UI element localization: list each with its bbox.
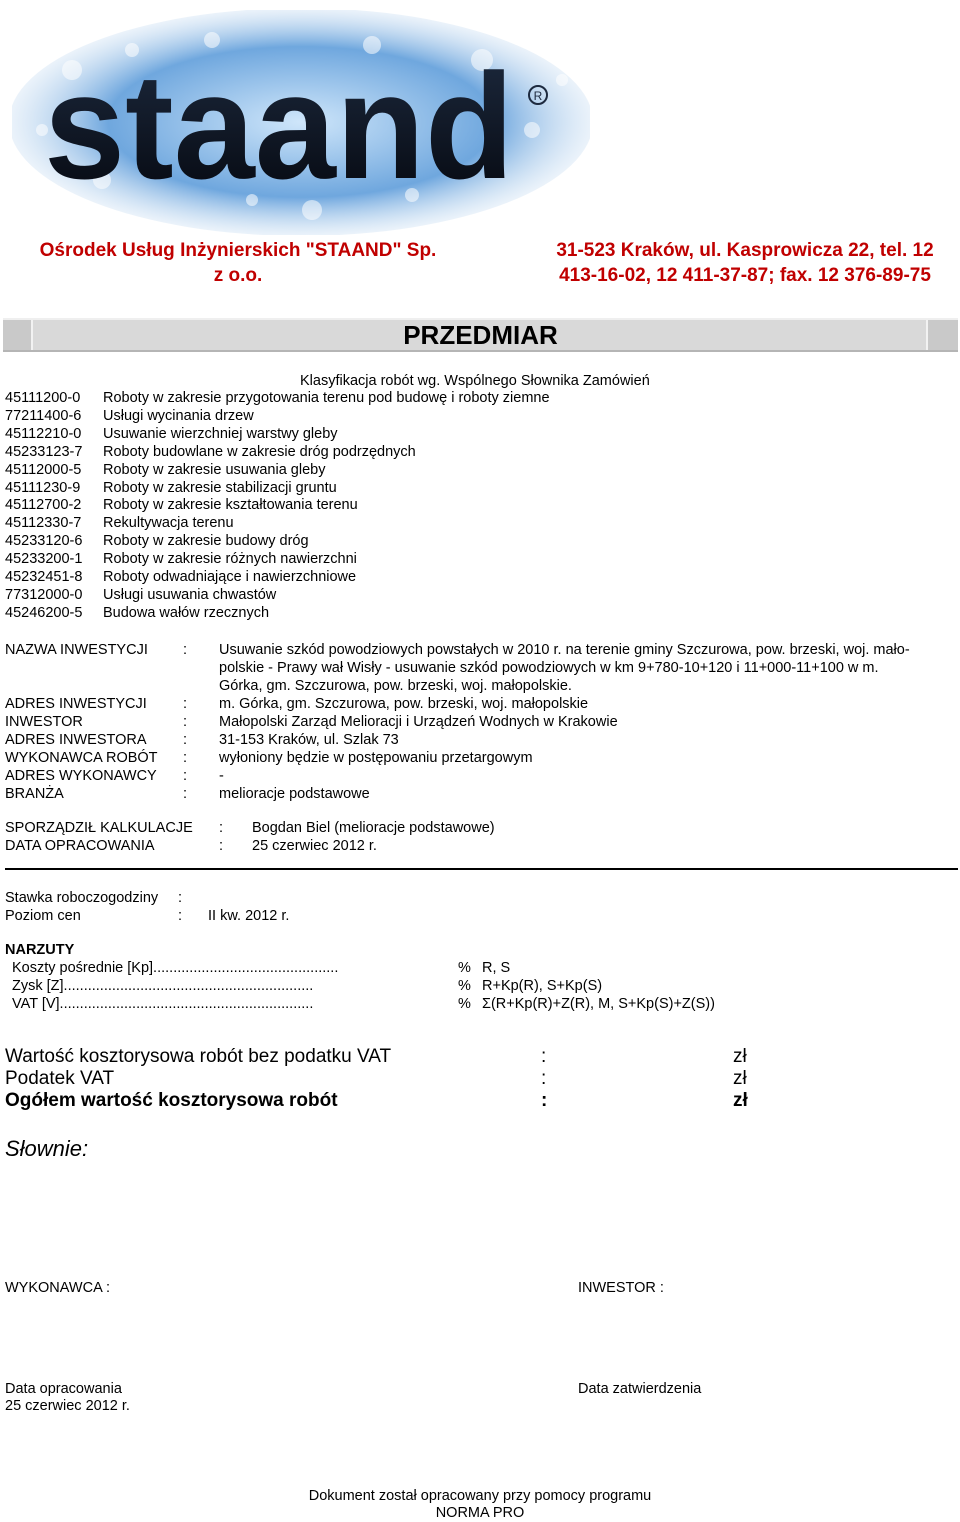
cpv-code: 45233200-1	[5, 551, 83, 568]
investor-signature-label: INWESTOR :	[578, 1280, 664, 1296]
vat-value-label: Podatek VAT	[5, 1068, 115, 1089]
investment-name-value	[219, 642, 949, 696]
calc-author-row	[5, 820, 495, 836]
colon: :	[178, 908, 183, 924]
cpv-code: 45233123-7	[5, 443, 83, 460]
footer-line1: Dokument został opracowany przy pomocy programu	[308, 1488, 652, 1504]
page-title: PRZEDMIAR	[403, 320, 558, 350]
cpv-code: 45112210-0	[5, 425, 82, 442]
registered-mark: R	[533, 89, 543, 103]
net-value-label: Wartość kosztorysowa robót bez podatku VAT	[5, 1046, 392, 1067]
calc-date-row	[5, 838, 377, 854]
divider	[5, 868, 958, 870]
contractor-label: WYKONAWCA ROBÓT	[5, 750, 158, 766]
list-item	[5, 605, 550, 623]
branch-value: melioracje podstawowe	[219, 786, 370, 802]
title-bar	[3, 318, 958, 352]
surcharge-label: VAT [V]...............................................................	[12, 996, 314, 1012]
calc-author-value: Bogdan Biel (melioracje podstawowe)	[252, 820, 495, 836]
contractor-row	[5, 750, 949, 768]
approval-date-label: Data zatwierdzenia	[578, 1381, 702, 1397]
list-item	[5, 444, 550, 462]
percent-sign: %	[458, 978, 471, 994]
investment-name-row	[5, 642, 949, 696]
prep-date-value: 25 czerwiec 2012 r.	[5, 1398, 130, 1414]
footer	[0, 1488, 960, 1522]
cpv-description: Usługi usuwania chwastów	[103, 586, 277, 603]
colon: :	[183, 642, 188, 658]
investment-name-line3: Górka, gm. Szczurowa, pow. brzeski, woj. małopolskie.	[219, 677, 572, 694]
cpv-code: 45246200-5	[5, 604, 83, 621]
investor-value: Małopolski Zarząd Melioracji i Urządzeń Wodnych w Krakowie	[219, 714, 618, 730]
colon: :	[178, 890, 183, 906]
surcharge-row	[12, 996, 715, 1012]
currency-label: zł	[733, 1090, 748, 1111]
investor-address-value: 31-153 Kraków, ul. Szlak 73	[219, 732, 399, 748]
investment-address-label: ADRES INWESTYCJI	[5, 696, 147, 712]
cpv-code: 45112700-2	[5, 497, 82, 514]
colon: :	[183, 696, 188, 712]
cpv-code: 45111200-0	[5, 390, 81, 406]
calc-date-label: DATA OPRACOWANIA	[5, 838, 155, 854]
company-address-line1: 31-523 Kraków, ul. Kasprowicza 22, tel. 12	[556, 240, 934, 261]
surcharge-formula: Σ(R+Kp(R)+Z(R), M, S+Kp(S)+Z(S))	[482, 996, 715, 1012]
surcharge-row	[12, 978, 602, 994]
footer-line2: NORMA PRO	[435, 1505, 525, 1521]
colon: :	[183, 786, 188, 802]
list-item	[5, 462, 550, 480]
net-value-row	[5, 1046, 747, 1068]
cpv-description: Rekultywacja terenu	[103, 515, 234, 532]
cpv-list	[5, 390, 550, 623]
surcharge-formula: R+Kp(R), S+Kp(S)	[482, 978, 603, 994]
company-name-line1: Ośrodek Usług Inżynierskich "STAAND" Sp.	[39, 240, 437, 261]
price-level-label: Poziom cen	[5, 908, 81, 924]
list-item	[5, 569, 550, 587]
contractor-signature-label: WYKONAWCA :	[5, 1280, 110, 1296]
cpv-heading: Klasyfikacja robót wg. Wspólnego Słownika Zamówień	[300, 373, 650, 389]
price-level-row	[5, 908, 289, 924]
company-name	[8, 238, 468, 288]
prep-date-label: Data opracowania	[5, 1381, 122, 1397]
cpv-description: Roboty w zakresie różnych nawierzchni	[103, 551, 357, 568]
colon: :	[541, 1046, 547, 1067]
total-value-label: Ogółem wartość kosztorysowa robót	[5, 1090, 338, 1111]
company-logo	[12, 10, 590, 235]
list-item	[5, 408, 550, 426]
investment-name-line1: Usuwanie szkód powodziowych powstałych w 2010 r. na terenie gminy Szczurowa, pow. brzeski, woj. mało-	[219, 642, 910, 658]
list-item	[5, 426, 550, 444]
surcharges-heading: NARZUTY	[5, 942, 75, 958]
cpv-description: Roboty w zakresie kształtowania terenu	[103, 497, 358, 514]
colon: :	[219, 820, 224, 836]
cpv-code: 77312000-0	[5, 586, 83, 603]
branch-row	[5, 786, 949, 804]
investor-label: INWESTOR	[5, 714, 83, 730]
list-item	[5, 515, 550, 533]
logo-wordmark: staand	[44, 42, 514, 210]
calc-author-label: SPORZĄDZIŁ KALKULACJE	[5, 820, 193, 836]
contractor-address-row	[5, 768, 949, 786]
cpv-description: Usługi wycinania drzew	[103, 407, 254, 424]
colon: :	[183, 768, 188, 784]
investment-name-label: NAZWA INWESTYCJI	[5, 642, 148, 658]
cpv-code: 77211400-6	[5, 407, 82, 424]
colon: :	[541, 1068, 547, 1089]
cpv-code: 45112000-5	[5, 461, 82, 478]
percent-sign: %	[458, 996, 471, 1012]
list-item	[5, 551, 550, 569]
surcharge-formula: R, S	[482, 960, 511, 976]
vat-value-row	[5, 1068, 747, 1090]
cpv-description: Roboty w zakresie budowy dróg	[103, 533, 309, 550]
colon: :	[183, 732, 188, 748]
investment-address-row	[5, 696, 949, 714]
cpv-description: Roboty w zakresie usuwania gleby	[103, 461, 326, 478]
list-item	[5, 533, 550, 551]
company-address	[530, 238, 960, 288]
list-item	[5, 587, 550, 605]
calc-date-value: 25 czerwiec 2012 r.	[252, 838, 377, 854]
cpv-description: Roboty w zakresie stabilizacji gruntu	[103, 479, 337, 496]
contractor-value: wyłoniony będzie w postępowaniu przetargowym	[219, 750, 533, 766]
surcharge-label: Zysk [Z]..............................................................	[12, 978, 314, 994]
hourly-rate-row	[5, 890, 208, 906]
hourly-rate-label: Stawka roboczogodziny	[5, 890, 159, 906]
cpv-code: 45112330-7	[5, 515, 82, 532]
contractor-address-value: -	[219, 768, 224, 784]
contractor-address-label: ADRES WYKONAWCY	[5, 768, 157, 784]
cpv-description: Roboty odwadniające i nawierzchniowe	[103, 569, 357, 586]
list-item	[5, 390, 550, 408]
cpv-code: 45111230-9	[5, 479, 81, 496]
cpv-description: Roboty w zakresie przygotowania terenu pod budowę i roboty ziemne	[103, 390, 550, 406]
list-item	[5, 480, 550, 498]
price-level-value: II kw. 2012 r.	[208, 908, 290, 924]
company-name-line2: z o.o.	[213, 265, 263, 286]
cpv-code: 45232451-8	[5, 569, 83, 586]
cpv-description: Usuwanie wierzchniej warstwy gleby	[103, 425, 338, 442]
cpv-description: Budowa wałów rzecznych	[103, 604, 270, 621]
list-item	[5, 497, 550, 515]
currency-label: zł	[733, 1046, 747, 1067]
surcharge-label: Koszty pośrednie [Kp]..............................................	[12, 960, 339, 976]
colon: :	[219, 838, 224, 854]
investor-address-row	[5, 732, 949, 750]
colon: :	[541, 1090, 548, 1111]
cpv-description: Roboty budowlane w zakresie dróg podrzędnych	[103, 443, 416, 460]
colon: :	[183, 750, 188, 766]
investor-row	[5, 714, 949, 732]
total-value-row	[5, 1090, 748, 1112]
investment-name-line2: polskie - Prawy wał Wisły - usuwanie szkód powodziowych w km 9+780-10+120 i 11+000-11+100 w m.	[219, 659, 879, 676]
investor-address-label: ADRES INWESTORA	[5, 732, 147, 748]
currency-label: zł	[733, 1068, 747, 1089]
colon: :	[183, 714, 188, 730]
amount-in-words-label: Słownie:	[5, 1136, 89, 1161]
company-address-line2: 413-16-02, 12 411-37-87; fax. 12 376-89-75	[559, 265, 931, 286]
cpv-code: 45233120-6	[5, 533, 83, 550]
surcharge-row	[12, 960, 510, 976]
branch-label: BRANŻA	[5, 786, 64, 802]
percent-sign: %	[458, 960, 471, 976]
investment-address-value: m. Górka, gm. Szczurowa, pow. brzeski, woj. małopolskie	[219, 696, 589, 712]
